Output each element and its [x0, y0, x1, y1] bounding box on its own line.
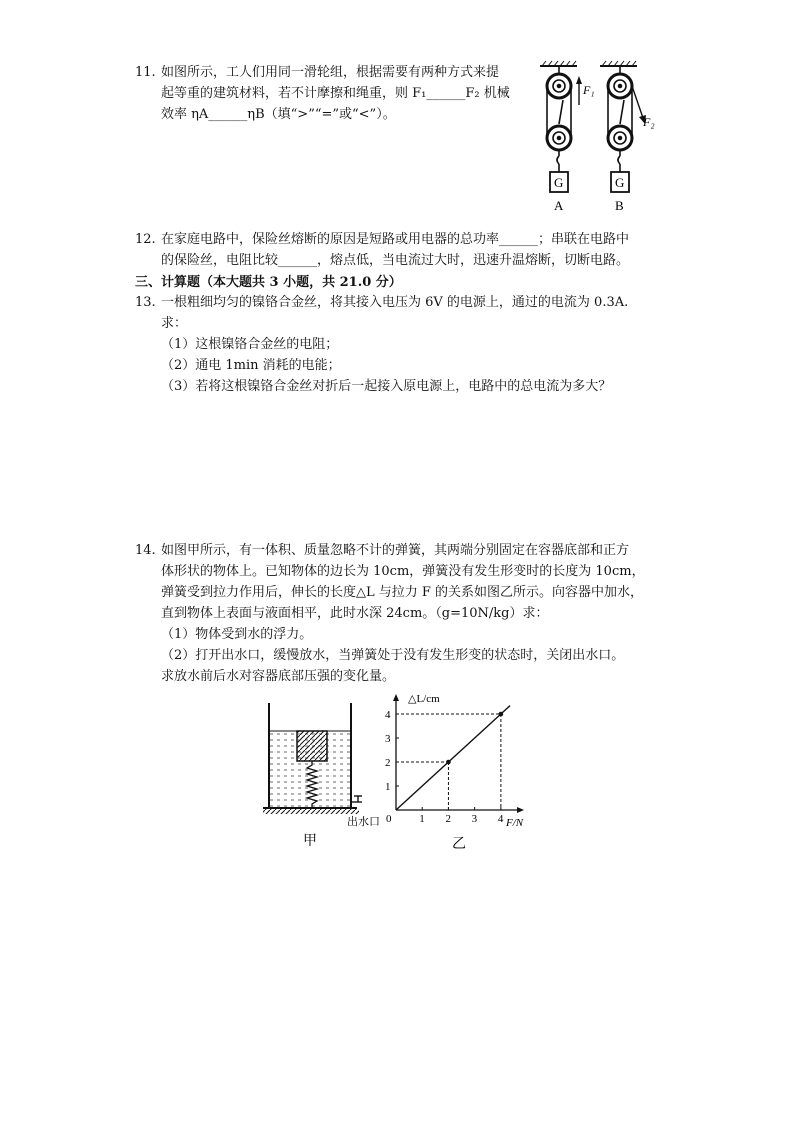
- force-label-f2: F₂: [643, 115, 655, 129]
- figure-caption-yi: 乙: [452, 837, 466, 852]
- figure-caption-jia: 甲: [303, 834, 317, 849]
- setup-label-b: B: [615, 198, 624, 213]
- sub-question: （1）这根镍铬合金丝的电阻；: [161, 337, 339, 352]
- pulley-setup-a: [547, 66, 582, 192]
- x-tick-label: 1: [419, 813, 425, 825]
- question-text-line: 如图所示，工人们用同一滑轮组，根据需要有两种方式来提: [161, 65, 500, 80]
- question-number: 12.: [135, 232, 156, 247]
- section-header: 三、计算题（本大题共 3 小题，共 21.0 分）: [135, 275, 402, 290]
- question-text-line: 弹簧受到拉力作用后，伸长的长度△L 与拉力 F 的关系如图乙所示。向容器中加水，: [161, 585, 644, 600]
- question-number: 13.: [135, 295, 156, 310]
- question-text-line: 的保险丝，电阻比较______，熔点低，当电流过大时，迅速升温熔断，切断电路。: [161, 253, 630, 268]
- question-14: [135, 540, 675, 690]
- y-axis-label: △L/cm: [408, 693, 440, 705]
- setup-label-a: A: [554, 198, 564, 213]
- question-text-line: 如图甲所示，有一体积、质量忽略不计的弹簧，其两端分别固定在容器底部和正方: [161, 543, 630, 558]
- question-12: [135, 229, 675, 273]
- y-tick-label: 2: [385, 757, 391, 769]
- spring-chart: [380, 690, 540, 855]
- question-text-line: 起等重的建筑材料，若不计摩擦和绳重，则 F₁______F₂ 机械: [161, 86, 510, 101]
- question-text-line: 一根粗细均匀的镍铬合金丝，将其接入电压为 6V 的电源上，通过的电流为 0.3A.: [161, 295, 629, 310]
- question-text-line: 在家庭电路中，保险丝熔断的原因是短路或用电器的总功率______；串联在电路中: [161, 232, 630, 247]
- data-point: [499, 712, 504, 717]
- x-tick-label: 0: [386, 813, 392, 825]
- sub-question: （2）通电 1min 消耗的电能；: [161, 358, 341, 373]
- question-text-line: 直到物体上表面与液面相平，此时水深 24cm。（g=10N/kg）求：: [161, 606, 549, 621]
- series-line: [396, 706, 510, 810]
- question-11: [135, 62, 535, 132]
- question-text-line: 求：: [161, 316, 188, 331]
- ground-hatch: [263, 809, 359, 814]
- x-tick-label: 2: [445, 813, 451, 825]
- y-tick-label: 1: [385, 781, 391, 793]
- y-axis-arrow: [393, 694, 399, 701]
- ceiling-a: [540, 61, 577, 66]
- question-number: 14.: [135, 543, 156, 558]
- pulley-figure: [535, 60, 665, 215]
- y-tick-label: 4: [385, 709, 391, 721]
- load-label-a: G: [554, 175, 564, 190]
- x-tick-label: 3: [471, 813, 478, 825]
- sub-question: 求放水前后水对容器底部压强的变化量。: [161, 669, 396, 684]
- question-13: [135, 292, 675, 402]
- sub-question: （3）若将这根镍铬合金丝对折后一起接入原电源上，电路中的总电流为多大？: [161, 379, 612, 394]
- question-text-line: 效率 ηA______ηB（填“>”“=”或“<”）。: [161, 107, 396, 122]
- x-axis-label: F/N: [506, 817, 524, 829]
- sub-question: （2）打开出水口，缓慢放水，当弹簧处于没有发生形变的状态时，关闭出水口。: [161, 648, 625, 663]
- outlet-tap: [351, 796, 362, 802]
- data-point: [446, 760, 451, 765]
- ceiling-b: [600, 61, 637, 66]
- load-label-b: G: [615, 175, 625, 190]
- pulley-setup-b: [608, 66, 646, 192]
- sub-question: （1）物体受到水的浮力。: [161, 627, 313, 642]
- question-number: 11.: [135, 65, 156, 80]
- container-figure: [255, 695, 385, 855]
- question-text-line: 体形状的物体上。已知物体的边长为 10cm，弹簧没有发生形变时的长度为 10cm，: [161, 564, 645, 579]
- force-label-f1: F₁: [583, 83, 595, 97]
- cube-object: [297, 731, 327, 761]
- x-tick-label: 4: [497, 813, 504, 825]
- x-axis-arrow: [517, 807, 524, 813]
- y-tick-label: 3: [385, 733, 391, 745]
- outlet-label: 出水口: [347, 816, 380, 828]
